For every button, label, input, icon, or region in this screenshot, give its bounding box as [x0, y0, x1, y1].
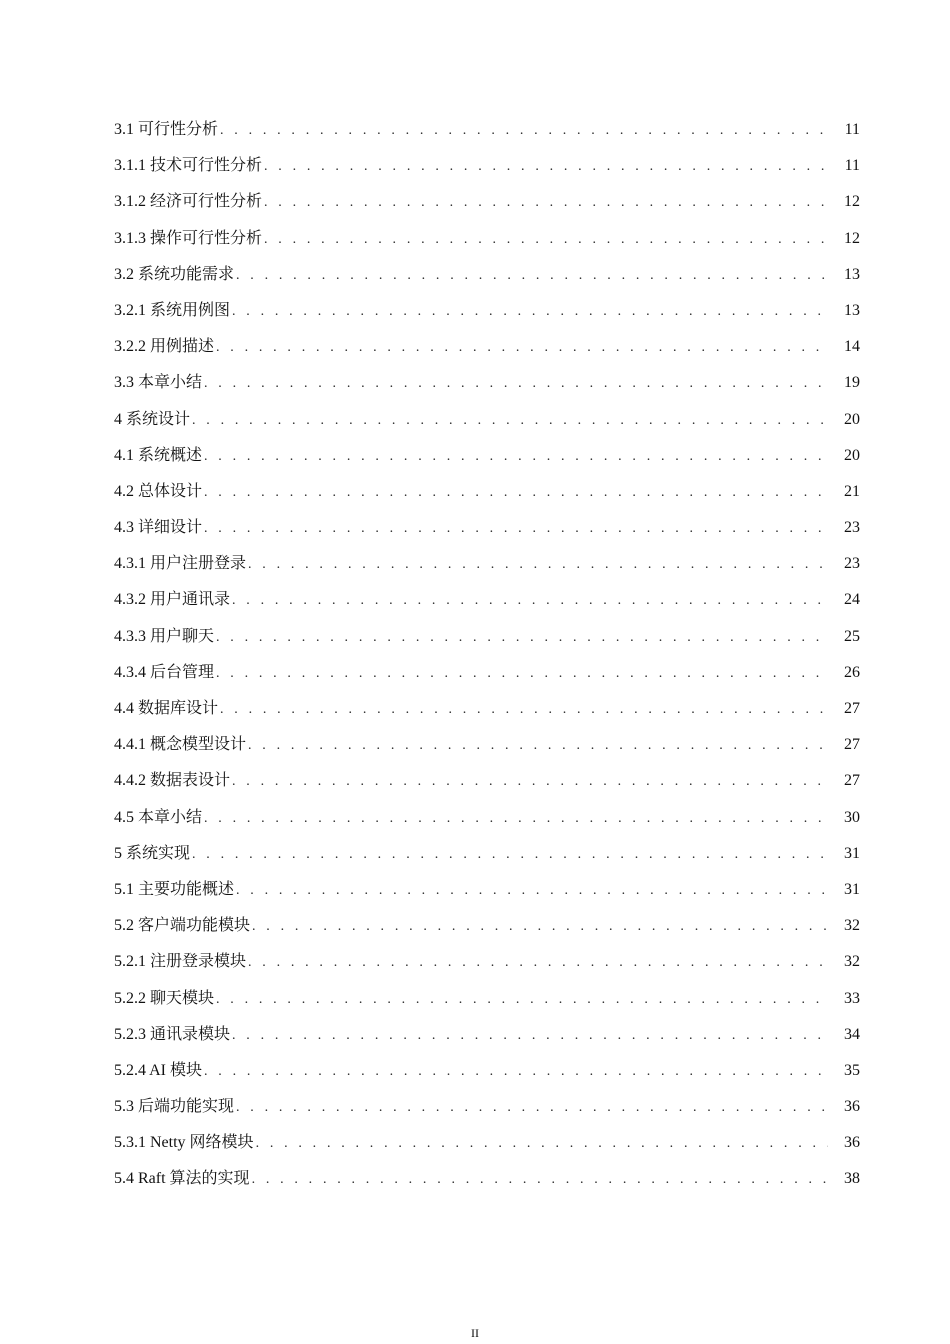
dot-leader [232, 294, 828, 330]
toc-entry-title: 4.4.1 概念模型设计 [114, 736, 247, 754]
toc-entry[interactable] [114, 836, 860, 872]
toc-entry[interactable] [114, 112, 860, 148]
dot-leader [204, 366, 828, 402]
toc-entry-title: 4.3.3 用户聊天 [114, 627, 215, 645]
toc-entry[interactable] [114, 872, 860, 908]
dot-leader [252, 909, 828, 945]
dot-leader [204, 475, 828, 511]
toc-entry-title: 4.1 系统概述 [114, 446, 203, 464]
toc-entry-page: 12 [844, 229, 860, 247]
toc-entry-page: 34 [844, 1025, 860, 1043]
toc-entry-title: 4.3.2 用户通讯录 [114, 591, 231, 609]
table-of-contents [114, 112, 860, 1198]
dot-leader [204, 1054, 828, 1090]
toc-entry[interactable] [114, 908, 860, 944]
toc-entry-title: 4.5 本章小结 [114, 808, 203, 826]
toc-entry[interactable] [114, 619, 860, 655]
toc-entry-title: 5 系统实现 [114, 844, 191, 862]
dot-leader [264, 222, 828, 258]
toc-entry-title: 5.1 主要功能概述 [114, 880, 235, 898]
dot-leader [220, 113, 828, 149]
dot-leader [236, 1090, 828, 1126]
toc-entry-page: 20 [844, 446, 860, 464]
toc-entry[interactable] [114, 293, 860, 329]
toc-entry-page: 14 [844, 338, 860, 356]
toc-entry[interactable] [114, 184, 860, 220]
toc-entry-page: 23 [844, 519, 860, 537]
toc-entry-page: 36 [844, 1098, 860, 1116]
toc-entry[interactable] [114, 474, 860, 510]
toc-entry-page: 36 [844, 1134, 860, 1152]
toc-entry-page: 31 [844, 844, 860, 862]
toc-entry-title: 5.2.2 聊天模块 [114, 989, 215, 1007]
toc-entry-title: 4.4 数据库设计 [114, 700, 219, 717]
dot-leader [248, 547, 828, 583]
dot-leader [256, 1126, 828, 1162]
toc-entry-title: 3.2 系统功能需求 [114, 265, 235, 283]
dot-leader [216, 656, 828, 692]
toc-entry-page: 20 [844, 410, 860, 428]
toc-entry-title: 3.1.1 技术可行性分析 [114, 157, 263, 175]
toc-entry[interactable] [114, 582, 860, 618]
toc-entry-page: 11 [844, 121, 860, 138]
toc-entry-page: 32 [844, 953, 860, 971]
dot-leader [216, 620, 828, 656]
toc-entry-title: 5.2 客户端功能模块 [114, 917, 251, 935]
toc-entry-page: 12 [844, 193, 860, 211]
toc-entry[interactable] [114, 1053, 860, 1089]
dot-leader [248, 728, 828, 764]
toc-entry-page: 27 [844, 772, 860, 790]
dot-leader [192, 837, 828, 873]
toc-entry-page: 38 [844, 1170, 860, 1188]
dot-leader [220, 692, 828, 728]
toc-entry-title: 5.3 后端功能实现 [114, 1098, 235, 1116]
toc-entry-title: 5.4 Raft 算法的实现 [114, 1170, 250, 1188]
dot-leader [232, 764, 828, 800]
toc-entry[interactable] [114, 727, 860, 763]
toc-entry[interactable] [114, 365, 860, 401]
toc-entry-title: 3.1 可行性分析 [114, 121, 219, 138]
toc-entry[interactable] [114, 510, 860, 546]
toc-entry-page: 27 [844, 700, 860, 717]
toc-entry-title: 4 系统设计 [114, 410, 191, 428]
toc-entry[interactable] [114, 981, 860, 1017]
toc-entry-title: 3.2.2 用例描述 [114, 338, 215, 356]
toc-entry-page: 25 [844, 627, 860, 645]
toc-entry[interactable] [114, 438, 860, 474]
toc-entry-page: 21 [844, 482, 860, 500]
toc-entry-title: 3.1.2 经济可行性分析 [114, 193, 263, 211]
toc-entry-page: 13 [844, 301, 860, 319]
toc-entry-page: 35 [844, 1061, 860, 1079]
toc-entry-title: 4.3.4 后台管理 [114, 663, 215, 681]
toc-entry[interactable] [114, 329, 860, 365]
toc-entry-page: 24 [844, 591, 860, 609]
dot-leader [204, 439, 828, 475]
dot-leader [232, 583, 828, 619]
toc-entry-title: 3.2.1 系统用例图 [114, 301, 231, 319]
toc-entry[interactable] [114, 655, 860, 691]
toc-entry[interactable] [114, 148, 860, 184]
toc-entry[interactable] [114, 1017, 860, 1053]
dot-leader [252, 1162, 828, 1198]
toc-entry-title: 4.2 总体设计 [114, 482, 203, 500]
toc-entry-page: 32 [844, 917, 860, 935]
toc-entry[interactable] [114, 1125, 860, 1161]
dot-leader [204, 511, 828, 547]
toc-entry-page: 23 [844, 555, 860, 573]
toc-entry-page: 11 [844, 157, 860, 175]
toc-entry[interactable] [114, 800, 860, 836]
toc-entry-page: 30 [844, 808, 860, 826]
toc-entry[interactable] [114, 1161, 860, 1197]
toc-entry[interactable] [114, 257, 860, 293]
dot-leader [264, 149, 828, 185]
toc-entry[interactable] [114, 691, 860, 727]
toc-entry-title: 3.3 本章小结 [114, 374, 203, 392]
toc-entry[interactable] [114, 763, 860, 799]
toc-entry-page: 19 [844, 374, 860, 392]
toc-entry[interactable] [114, 944, 860, 980]
dot-leader [264, 185, 828, 221]
dot-leader [232, 1018, 828, 1054]
toc-entry-page: 31 [844, 880, 860, 898]
dot-leader [216, 330, 828, 366]
toc-entry-page: 13 [844, 265, 860, 283]
toc-entry-title: 3.1.3 操作可行性分析 [114, 229, 263, 247]
toc-entry-title: 5.2.3 通讯录模块 [114, 1025, 231, 1043]
page-number: II [471, 1326, 479, 1340]
dot-leader [236, 258, 828, 294]
toc-entry-title: 5.2.4 AI 模块 [114, 1061, 203, 1079]
toc-entry[interactable] [114, 221, 860, 257]
toc-entry[interactable] [114, 1089, 860, 1125]
toc-entry-title: 5.3.1 Netty 网络模块 [114, 1134, 254, 1152]
toc-entry-title: 4.3.1 用户注册登录 [114, 555, 247, 573]
toc-entry-title: 4.3 详细设计 [114, 519, 203, 537]
toc-entry[interactable] [114, 402, 860, 438]
toc-entry-title: 5.2.1 注册登录模块 [114, 953, 247, 971]
toc-entry-page: 27 [844, 736, 860, 754]
dot-leader [216, 982, 828, 1018]
dot-leader [192, 403, 828, 439]
dot-leader [204, 801, 828, 837]
toc-entry[interactable] [114, 546, 860, 582]
toc-entry-page: 33 [844, 989, 860, 1007]
dot-leader [248, 945, 828, 981]
toc-entry-page: 26 [844, 663, 860, 681]
dot-leader [236, 873, 828, 909]
toc-entry-title: 4.4.2 数据表设计 [114, 772, 231, 790]
